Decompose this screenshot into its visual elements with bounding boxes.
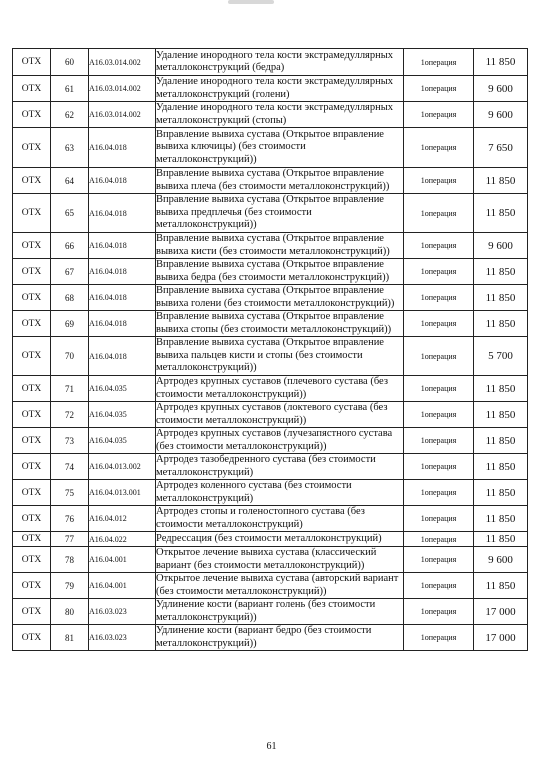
unit-cell: 1операция xyxy=(404,599,474,625)
number-cell: 66 xyxy=(51,233,89,259)
number-cell: 70 xyxy=(51,337,89,376)
service-name-cell: Удаление инородного тела кости экстрамедуллярных металлоконструкций (бедра) xyxy=(156,49,404,76)
unit-cell: 1операция xyxy=(404,76,474,102)
code-cell: A16.04.035 xyxy=(89,428,156,454)
price-cell: 11 850 xyxy=(474,532,528,547)
dept-cell: ОТХ xyxy=(13,311,51,337)
table-row xyxy=(13,168,528,194)
service-name-cell: Артродез крупных суставов (плечевого сустава (без стоимости металлоконструкций)) xyxy=(156,376,404,402)
unit-cell: 1операция xyxy=(404,168,474,194)
code-cell: A16.04.022 xyxy=(89,532,156,547)
code-cell: A16.04.012 xyxy=(89,506,156,532)
code-cell: A16.04.018 xyxy=(89,128,156,168)
price-cell: 11 850 xyxy=(474,454,528,480)
service-name-cell: Артродез стопы и голеностопного сустава (без стоимости металлоконструкций) xyxy=(156,506,404,532)
dept-cell: ОТХ xyxy=(13,168,51,194)
price-cell: 9 600 xyxy=(474,547,528,573)
price-cell: 11 850 xyxy=(474,168,528,194)
table-row xyxy=(13,311,528,337)
code-cell: A16.04.018 xyxy=(89,311,156,337)
table-row xyxy=(13,285,528,311)
scan-artifact xyxy=(228,0,274,4)
code-cell: A16.04.013.002 xyxy=(89,454,156,480)
dept-cell: ОТХ xyxy=(13,506,51,532)
unit-cell: 1операция xyxy=(404,547,474,573)
number-cell: 72 xyxy=(51,402,89,428)
unit-cell: 1операция xyxy=(404,311,474,337)
table-row xyxy=(13,194,528,233)
service-name-cell: Вправление вывиха сустава (Открытое вправление вывиха стопы (без стоимости металлоконструкций)) xyxy=(156,311,404,337)
service-name-cell: Удаление инородного тела кости экстрамедуллярных металлоконструкций (голени) xyxy=(156,76,404,102)
service-name-cell: Удлинение кости (вариант голень (без стоимости металлоконструкций)) xyxy=(156,599,404,625)
unit-cell: 1операция xyxy=(404,402,474,428)
number-cell: 75 xyxy=(51,480,89,506)
service-name-cell: Артродез крупных суставов (лучезапястного сустава (без стоимости металлоконструкций)) xyxy=(156,428,404,454)
number-cell: 74 xyxy=(51,454,89,480)
service-name-cell: Вправление вывиха сустава (Открытое вправление вывиха ключицы) (без стоимости металлоконструкций)) xyxy=(156,128,404,168)
service-name-cell: Удаление инородного тела кости экстрамедуллярных металлоконструкций (стопы) xyxy=(156,102,404,128)
service-name-cell: Артродез тазобедренного сустава (без стоимости металлоконструкций) xyxy=(156,454,404,480)
unit-cell: 1операция xyxy=(404,102,474,128)
price-cell: 17 000 xyxy=(474,625,528,651)
price-cell: 11 850 xyxy=(474,376,528,402)
table-row xyxy=(13,402,528,428)
dept-cell: ОТХ xyxy=(13,402,51,428)
price-table xyxy=(12,48,528,651)
service-name-cell: Редрессация (без стоимости металлоконструкций) xyxy=(156,532,404,547)
service-name-cell: Артродез коленного сустава (без стоимости металлоконструкций) xyxy=(156,480,404,506)
service-name-cell: Артродез крупных суставов (локтевого сустава (без стоимости металлоконструкций)) xyxy=(156,402,404,428)
service-name-cell: Удлинение кости (вариант бедро (без стоимости металлоконструкций)) xyxy=(156,625,404,651)
code-cell: A16.04.001 xyxy=(89,573,156,599)
code-cell: A16.04.018 xyxy=(89,337,156,376)
table-row xyxy=(13,454,528,480)
code-cell: A16.03.014.002 xyxy=(89,49,156,76)
table-row xyxy=(13,428,528,454)
price-cell: 11 850 xyxy=(474,285,528,311)
dept-cell: ОТХ xyxy=(13,599,51,625)
number-cell: 60 xyxy=(51,49,89,76)
unit-cell: 1операция xyxy=(404,259,474,285)
number-cell: 69 xyxy=(51,311,89,337)
price-cell: 9 600 xyxy=(474,233,528,259)
unit-cell: 1операция xyxy=(404,49,474,76)
code-cell: A16.04.013.001 xyxy=(89,480,156,506)
unit-cell: 1операция xyxy=(404,506,474,532)
number-cell: 81 xyxy=(51,625,89,651)
unit-cell: 1операция xyxy=(404,376,474,402)
price-cell: 9 600 xyxy=(474,102,528,128)
number-cell: 61 xyxy=(51,76,89,102)
table-row xyxy=(13,599,528,625)
dept-cell: ОТХ xyxy=(13,480,51,506)
service-name-cell: Вправление вывиха сустава (Открытое вправление вывиха голени (без стоимости металлоконструкций)) xyxy=(156,285,404,311)
price-cell: 7 650 xyxy=(474,128,528,168)
service-name-cell: Открытое лечение вывиха сустава (авторский вариант (без стоимости металлоконструкций)) xyxy=(156,573,404,599)
dept-cell: ОТХ xyxy=(13,454,51,480)
service-name-cell: Вправление вывиха сустава (Открытое вправление вывиха плеча (без стоимости металлоконструкций)) xyxy=(156,168,404,194)
number-cell: 68 xyxy=(51,285,89,311)
number-cell: 80 xyxy=(51,599,89,625)
table-row xyxy=(13,506,528,532)
number-cell: 76 xyxy=(51,506,89,532)
number-cell: 65 xyxy=(51,194,89,233)
table-row xyxy=(13,259,528,285)
dept-cell: ОТХ xyxy=(13,194,51,233)
code-cell: A16.03.014.002 xyxy=(89,76,156,102)
number-cell: 62 xyxy=(51,102,89,128)
unit-cell: 1операция xyxy=(404,625,474,651)
price-cell: 11 850 xyxy=(474,506,528,532)
price-cell: 11 850 xyxy=(474,402,528,428)
code-cell: A16.04.035 xyxy=(89,376,156,402)
number-cell: 67 xyxy=(51,259,89,285)
table-row xyxy=(13,49,528,76)
table-row xyxy=(13,128,528,168)
service-name-cell: Вправление вывиха сустава (Открытое вправление вывиха пальцев кисти и стопы (без стоимости металлоконструкций)) xyxy=(156,337,404,376)
dept-cell: ОТХ xyxy=(13,259,51,285)
unit-cell: 1операция xyxy=(404,428,474,454)
dept-cell: ОТХ xyxy=(13,128,51,168)
code-cell: A16.04.035 xyxy=(89,402,156,428)
number-cell: 79 xyxy=(51,573,89,599)
dept-cell: ОТХ xyxy=(13,532,51,547)
dept-cell: ОТХ xyxy=(13,573,51,599)
service-name-cell: Открытое лечение вывиха сустава (классический вариант (без стоимости металлоконструкций)) xyxy=(156,547,404,573)
number-cell: 78 xyxy=(51,547,89,573)
price-cell: 9 600 xyxy=(474,76,528,102)
dept-cell: ОТХ xyxy=(13,102,51,128)
price-cell: 11 850 xyxy=(474,259,528,285)
table-row xyxy=(13,233,528,259)
price-cell: 11 850 xyxy=(474,573,528,599)
number-cell: 63 xyxy=(51,128,89,168)
number-cell: 64 xyxy=(51,168,89,194)
unit-cell: 1операция xyxy=(404,573,474,599)
dept-cell: ОТХ xyxy=(13,49,51,76)
code-cell: A16.03.014.002 xyxy=(89,102,156,128)
code-cell: A16.04.018 xyxy=(89,233,156,259)
code-cell: A16.03.023 xyxy=(89,625,156,651)
table-row xyxy=(13,376,528,402)
unit-cell: 1операция xyxy=(404,454,474,480)
code-cell: A16.04.018 xyxy=(89,259,156,285)
table-row xyxy=(13,573,528,599)
table-row xyxy=(13,547,528,573)
table-row xyxy=(13,480,528,506)
price-cell: 11 850 xyxy=(474,480,528,506)
unit-cell: 1операция xyxy=(404,532,474,547)
dept-cell: ОТХ xyxy=(13,376,51,402)
table-row xyxy=(13,76,528,102)
number-cell: 71 xyxy=(51,376,89,402)
service-name-cell: Вправление вывиха сустава (Открытое вправление вывиха предплечья (без стоимости металлоконструкций)) xyxy=(156,194,404,233)
unit-cell: 1операция xyxy=(404,480,474,506)
dept-cell: ОТХ xyxy=(13,428,51,454)
number-cell: 73 xyxy=(51,428,89,454)
code-cell: A16.04.018 xyxy=(89,168,156,194)
table-row xyxy=(13,532,528,547)
price-table-body xyxy=(13,49,528,651)
price-cell: 11 850 xyxy=(474,194,528,233)
code-cell: A16.04.018 xyxy=(89,285,156,311)
table-row xyxy=(13,625,528,651)
price-cell: 11 850 xyxy=(474,49,528,76)
code-cell: A16.04.018 xyxy=(89,194,156,233)
dept-cell: ОТХ xyxy=(13,547,51,573)
service-name-cell: Вправление вывиха сустава (Открытое вправление вывиха бедра (без стоимости металлоконструкций)) xyxy=(156,259,404,285)
price-cell: 17 000 xyxy=(474,599,528,625)
table-row xyxy=(13,337,528,376)
dept-cell: ОТХ xyxy=(13,76,51,102)
table-row xyxy=(13,102,528,128)
price-cell: 11 850 xyxy=(474,311,528,337)
dept-cell: ОТХ xyxy=(13,337,51,376)
unit-cell: 1операция xyxy=(404,194,474,233)
unit-cell: 1операция xyxy=(404,128,474,168)
price-cell: 5 700 xyxy=(474,337,528,376)
unit-cell: 1операция xyxy=(404,285,474,311)
unit-cell: 1операция xyxy=(404,337,474,376)
code-cell: A16.03.023 xyxy=(89,599,156,625)
service-name-cell: Вправление вывиха сустава (Открытое вправление вывиха кисти (без стоимости металлоконструкций)) xyxy=(156,233,404,259)
code-cell: A16.04.001 xyxy=(89,547,156,573)
dept-cell: ОТХ xyxy=(13,285,51,311)
unit-cell: 1операция xyxy=(404,233,474,259)
dept-cell: ОТХ xyxy=(13,233,51,259)
page-number: 61 xyxy=(266,741,277,752)
dept-cell: ОТХ xyxy=(13,625,51,651)
price-cell: 11 850 xyxy=(474,428,528,454)
number-cell: 77 xyxy=(51,532,89,547)
